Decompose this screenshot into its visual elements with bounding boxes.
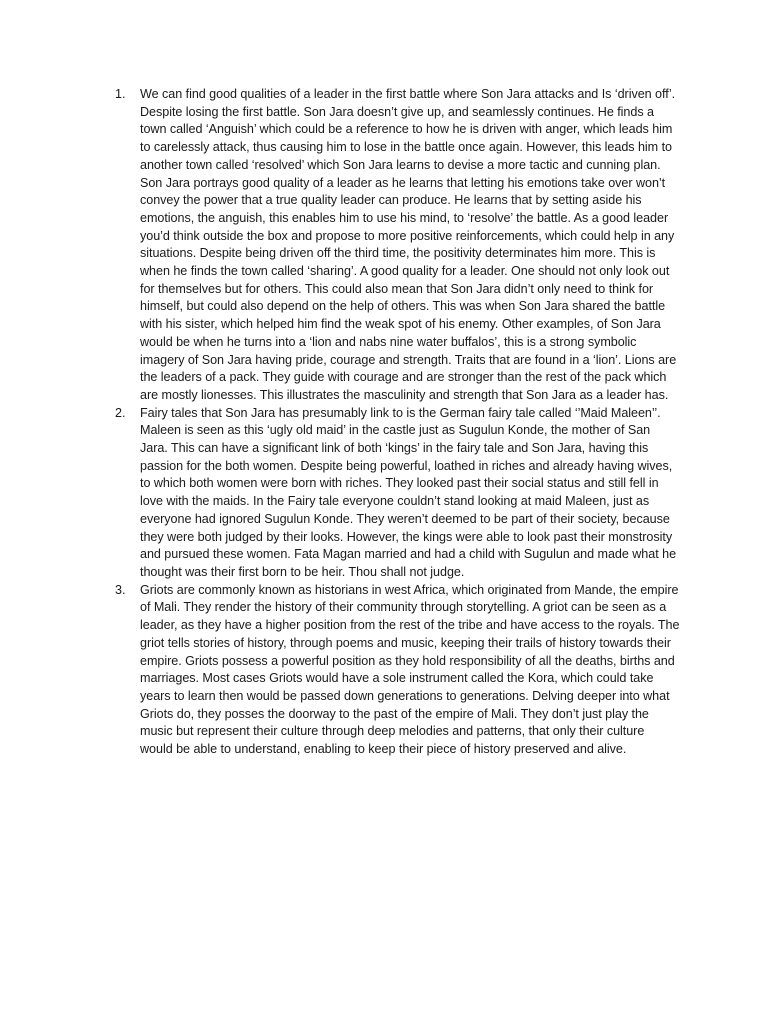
answer-paragraph: Griots are commonly known as historians in west Africa, which originated from Mande, the empire of Mali. They render the history of their community through storytelling. A griot can be seen as a leader, as they have a higher position from the rest of the tribe and have access to the royals. The griot tells stories of history, through poems and music, keeping their trails of history towards their empire. Griots possess a powerful position as they hold responsibility of all the deaths, births and marriages. Most cases Griots would have a sole instrument called the Kora, which could take years to learn then would be passed down generations to generations. Delving deeper into what Griots do, they posses the doorway to the past of the empire of Mali. They don’t just play the music but represent their culture through deep melodies and patterns, that only their culture would be able to understand, enabling to keep their piece of history preserved and alive.	[140, 582, 680, 757]
answer-item-2	[106, 405, 680, 582]
item-number: 3.	[115, 582, 126, 597]
answer-paragraph: We can find good qualities of a leader in the first battle where Son Jara attacks and Is ‘driven off’. Despite losing the first battle. Son Jara doesn’t give up, and seamlessly continues. He finds a town called ‘Anguish’ which could be a reference to how he is driven with anger, which leads him to carelessly attack, thus causing him to lose in the battle once again. However, this leads him to another town called ‘resolved’ which Son Jara learns to devise a more tactic and cunning plan. Son Jara portrays good quality of a leader as he learns that letting his emotions take over won’t convey the power that a true quality leader can produce. He learns that by setting aside his emotions, the anguish, this enables him to use his mind, to ‘resolve’ the battle. As a good leader you’d think outside the box and propose to more positive reinforcements, which could help in any situations. Despite being driven off the third time, the positivity determinates him more. This is when he finds the town called ‘sharing’. A good quality for a leader. One should not only look out for themselves but for others. This could also mean that Son Jara didn’t only need to think for himself, but could also depend on the help of others. This was when Son Jara shared the battle with his sister, which helped him find the weak spot of his enemy. Other examples, of Son Jara would be when he turns into a ‘lion and nabs nine water buffalos’, this is a strong symbolic imagery of Son Jara having pride, courage and strength. Traits that are found in a ‘lion’. Lions are the leaders of a pack. They guide with courage and are stronger than the rest of the pack which are mostly lionesses. This illustrates the masculinity and strength that Son Jara as a leader has.	[140, 87, 677, 402]
item-number: 2.	[115, 405, 126, 420]
answer-paragraph: Fairy tales that Son Jara has presumably link to is the German fairy tale called ‘’Maid Maleen’’. Maleen is seen as this ‘ugly old maid’ in the castle just as Sugulun Konde, the mother of San Jara. This can have a significant link of both ‘kings’ in the fairy tale and Son Jara, having this passion for the both women. Despite being powerful, loathed in riches and already having wives, to which both women were born with riches. They looked past their social status and still fell in love with the maids. In the Fairy tale everyone couldn’t stand looking at maid Maleen, just as everyone had ignored Sugulun Konde. They weren’t deemed to be part of their society, because they were both judged by their looks. However, the kings were able to look past their monstrosity and pursued these women. Fata Magan married and had a child with Sugulun and made what he thought was their first born to be heir. Thou shall not judge.	[140, 405, 677, 579]
item-number: 1.	[115, 87, 126, 101]
numbered-answer-list	[106, 86, 680, 759]
answer-item-3	[106, 582, 680, 759]
answer-item-1	[106, 86, 680, 405]
